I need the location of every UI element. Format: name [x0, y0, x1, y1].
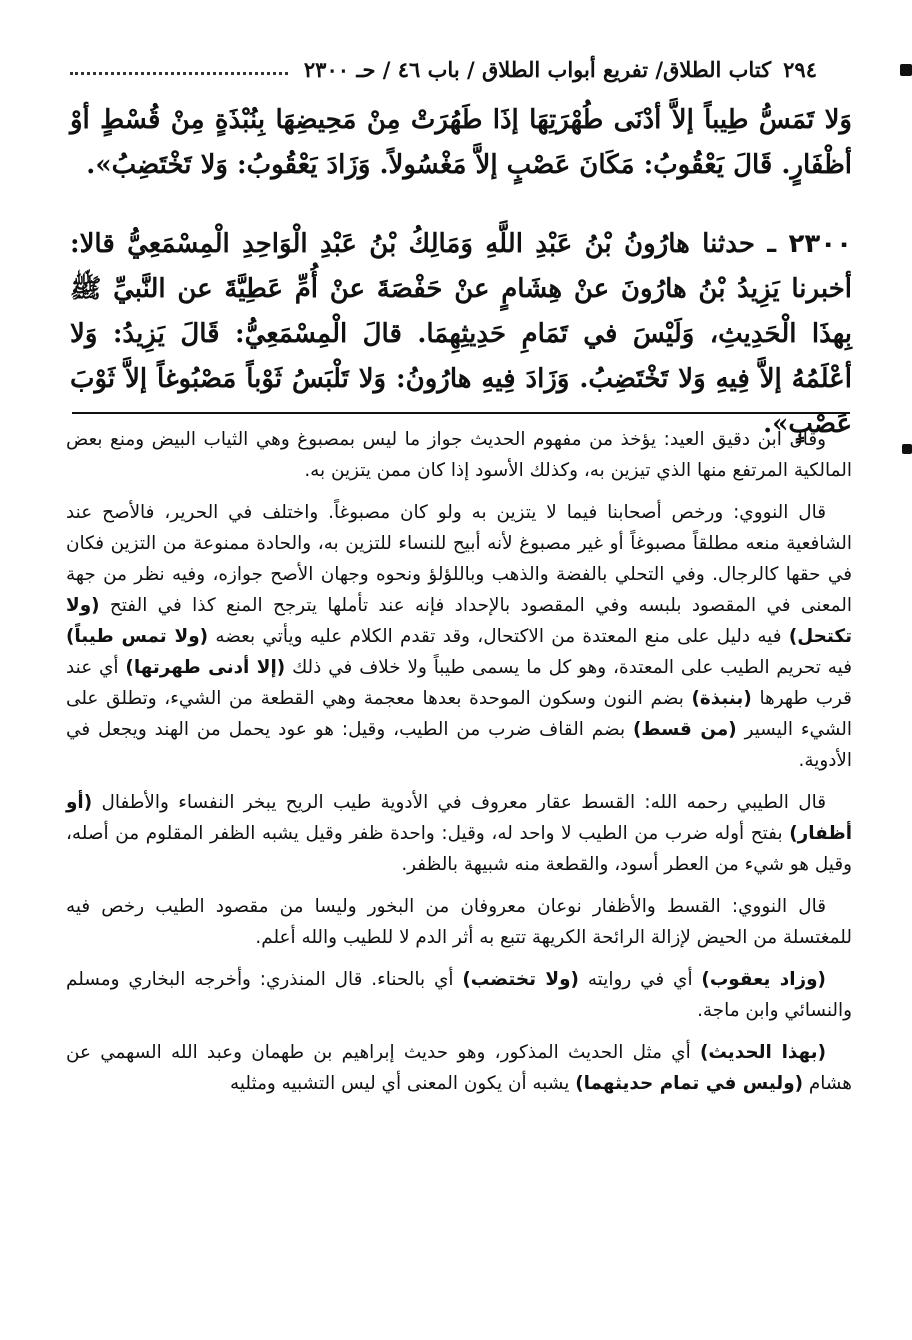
commentary-paragraph: (وزاد يعقوب) أي في روايته (ولا تختضب) أي بالحناء. قال المنذري: وأخرجه البخاري ومسلم والنسائي وابن ماجة.: [66, 969, 852, 1021]
quoted-phrase: (بنبذة): [691, 688, 752, 709]
running-header: [60, 52, 817, 86]
header-title: كتاب الطلاق/ تفريع أبواب الطلاق / باب ٤٦ / حـ ٢٣٠٠: [303, 56, 772, 82]
quoted-phrase: (بهذا الحديث): [699, 1042, 826, 1063]
commentary-paragraph: قال الطيبي رحمه الله: القسط عقار معروف في الأدوية طيب الريح يبخر النفساء والأطفال (أو أظفار) بفتح أوله ضرب من الطيب لا واحد له، وقيل: واحدة ظفر وقيل يشبه الظفر المقلوم من أصله، وقيل هو شيء من العطر أسود، والقطعة منه شبيهة بالظفر.: [66, 792, 852, 875]
quoted-phrase: (من قسط): [633, 719, 737, 740]
quoted-phrase: (أو أظفار): [66, 792, 852, 844]
quoted-phrase: (ولا تمس طيباً): [66, 626, 209, 647]
section-divider: [72, 412, 850, 414]
quoted-phrase: (ولا تكتحل): [66, 595, 852, 647]
header-leader-dots: [70, 72, 288, 75]
hadith-continuation-text: وَلا تَمَسُّ طِيباً إلاَّ أدْنَى طُهْرَتِهَا إذَا طَهُرَتْ مِنْ مَحِيضِهَا بِنُبْذَةٍ مِنْ قُسْطٍ أوْ أظْفَارٍ. قَالَ يَعْقُوبُ: مَكَانَ عَصْبٍ إلاَّ مَغْسُولاً. وَزَادَ يَعْقُوبُ: وَلا تَخْتَضِبُ».: [70, 105, 852, 180]
quoted-phrase: (وليس في تمام حديثهما): [575, 1073, 804, 1094]
commentary-paragraph: وقال ابن دقيق العيد: يؤخذ من مفهوم الحديث جواز ما ليس بمصبوغ وهي الثياب البيض ومنع بعض المالكية المرتفع منها الذي تيزين به، وكذلك الأسود إذا كان ممن يتزين به.: [66, 429, 852, 481]
commentary: [66, 424, 852, 1110]
commentary-paragraph: قال النووي: القسط والأظفار نوعان معروفان من البخور وليسا من مقصود الطيب رخص فيه للمغتسلة من الحيض لإزالة الرائحة الكريهة تتبع به أثر الدم لا للطيب والله أعلم.: [66, 896, 852, 948]
page-edge-mark-middle: [902, 444, 912, 454]
quoted-phrase: (إلا أدنى طهرتها): [125, 657, 286, 678]
hadith-number: ٢٣٠٠ ـ: [767, 229, 852, 259]
hadith-continuation: [70, 98, 852, 188]
quoted-phrase: (وزاد يعقوب): [701, 969, 826, 990]
page-number: ٢٩٤: [783, 56, 817, 82]
hadith-text: حدثنا هارُونُ بْنُ عَبْدِ اللَّهِ وَمَالِكُ بْنُ عَبْدِ الْوَاحِدِ الْمِسْمَعِيُّ قالا: أخبرنا يَزِيدُ بْنُ هارُونَ عنْ هِشَامٍ عنْ حَفْصَةَ عنْ أُمِّ عَطِيَّةَ عن النَّبيِّ ﷺ بِهذَا الْحَدِيثِ، وَلَيْسَ في تَمَامِ حَدِيثِهِمَا. قالَ الْمِسْمَعِيُّ: قَالَ يَزِيدُ: وَلا أعْلَمُهُ إلاَّ فِيهِ وَلا تَخْتَضِبُ. وَزَادَ فِيهِ هارُونُ: وَلا تَلْبَسُ ثَوْباً مَصْبُوغاً إلاَّ ثَوْبَ عَصْبٍ».: [70, 229, 852, 439]
quoted-phrase: (ولا تختضب): [462, 969, 579, 990]
page-edge-mark-top: [900, 64, 912, 76]
commentary-paragraph: (بهذا الحديث) أي مثل الحديث المذكور، وهو حديث إبراهيم بن طهمان وعبد الله السهمي عن هشام (وليس في تمام حديثهما) يشبه أن يكون المعنى أي ليس التشبيه ومثليه: [66, 1042, 852, 1094]
commentary-paragraph: قال النووي: ورخص أصحابنا فيما لا يتزين به ولو كان مصبوغاً. واختلف في الحرير، فالأصح عند الشافعية منعه مطلقاً مصبوغاً أو غير مصبوغ لأنه أبيح للنساء للتزين به، والحادة ممنوعة من التزين فكان في حقها كالرجال. وفي التحلي بالفضة والذهب وباللؤلؤ ونحوه وجهان الأصح جوازه، وفيه نظر من جهة المعنى في المقصود بلبسه وفي المقصود بالإحداد فإنه عند تأملها يترجح المنع كذا في الفتح (ولا تكتحل) فيه دليل على منع المعتدة من الاكتحال، وقد تقدم الكلام عليه ويأتي بعضه (ولا تمس طيباً) فيه تحريم الطيب على المعتدة، وهو كل ما يسمى طيباً ولا خلاف في ذلك (إلا أدنى طهرتها) أي عند قرب طهرها (بنبذة) بضم النون وسكون الموحدة بعدها معجمة وهي القطعة من الشيء، وتطلق على الشيء اليسير (من قسط) بضم القاف ضرب من الطيب، وقيل: هو عود يحمل من الهند ويجعل في الأدوية.: [66, 502, 852, 771]
